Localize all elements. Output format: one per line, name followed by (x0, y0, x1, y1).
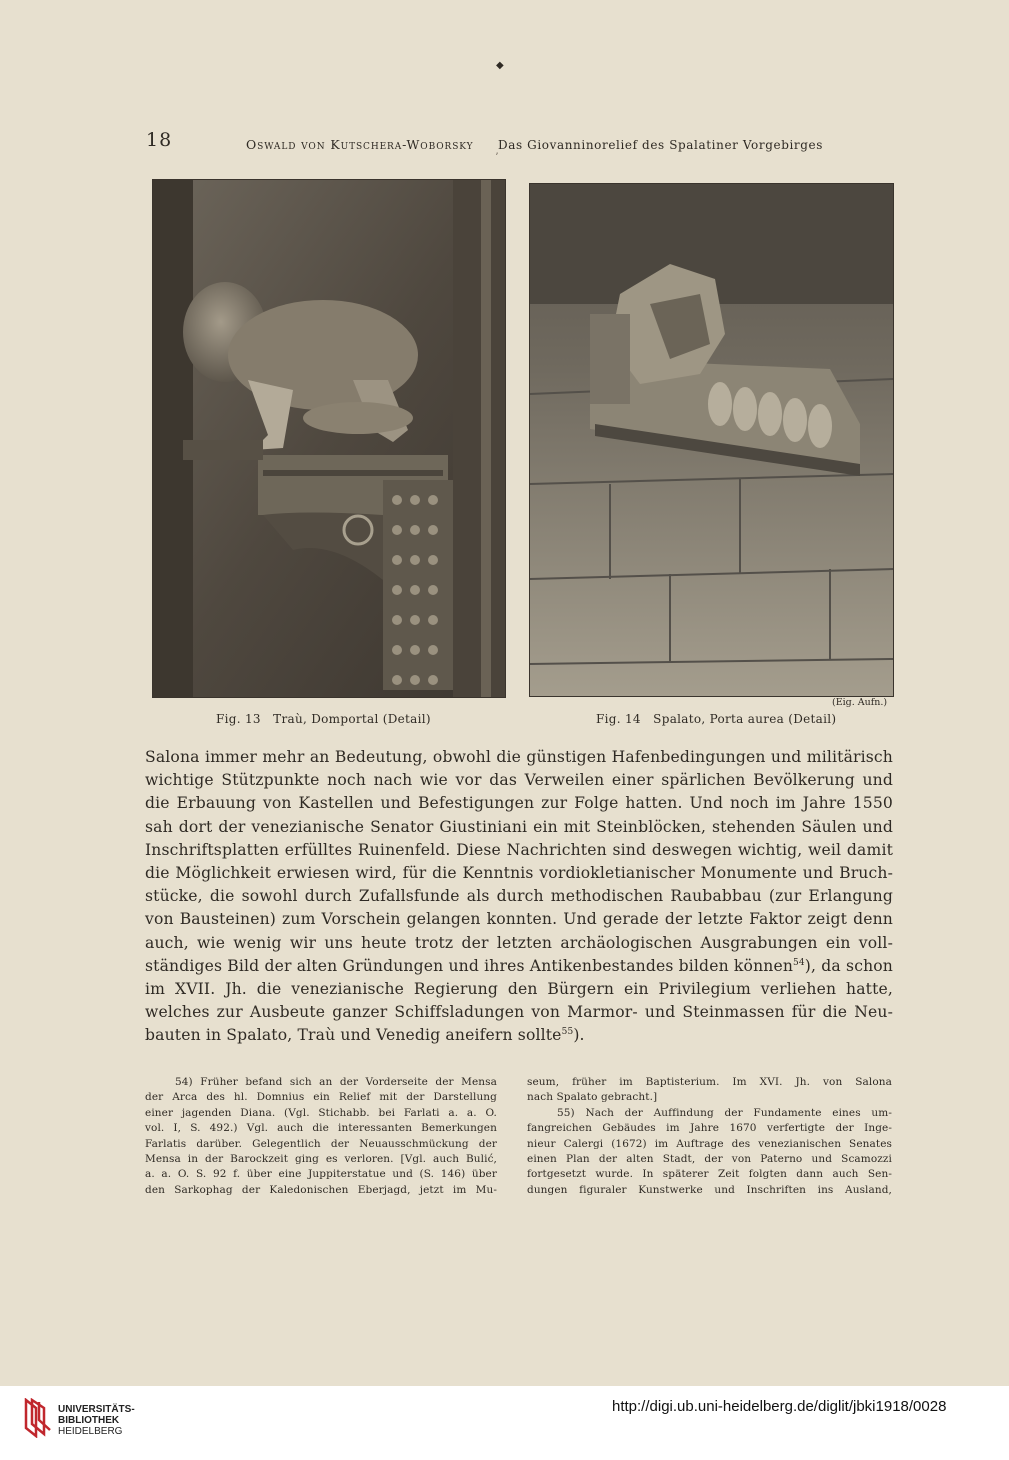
footnote-ref-55: 55 (561, 1027, 574, 1038)
footnote-line: nieur Calergi (1672) im Auftrage des venezianischen Senates (527, 1137, 892, 1150)
footnote-line: 55) Nach der Auffindung der Fundamente eines um- (557, 1106, 892, 1119)
footnote-line: einen Plan der alten Stadt, der von Paterno und Scamozzi (527, 1153, 892, 1166)
library-name-line1: UNIVERSITÄTS- (58, 1404, 135, 1415)
footnote-line: seum, früher im Baptisterium. Im XVI. Jh. von Salona (527, 1076, 892, 1088)
body-line: die Möglichkeit erwiesen wird, für die Kenntnis vordiokletianischer Monumente und Bruch- (145, 864, 893, 883)
library-name-line3: HEIDELBERG (58, 1426, 123, 1437)
footnote-line: der Arca des hl. Domnius ein Relief mit der Darstellung (145, 1091, 497, 1104)
permalink-url[interactable]: http://digi.ub.uni-heidelberg.de/diglit/jbki1918/0028 (612, 1398, 947, 1415)
body-line (145, 955, 893, 978)
library-logo-icon[interactable] (22, 1398, 52, 1438)
footnote-line: den Sarkophag der Kaledonischen Eberjagd, jetzt im Mu- (145, 1183, 497, 1196)
footnote-line: a. a. O. S. 92 f. über eine Juppiterstatue und (S. 146) über (145, 1168, 497, 1181)
footnote-line: Mensa in der Barockzeit ging es verloren. [Vgl. auch Bulić, (145, 1153, 497, 1166)
body-line-text: ständiges Bild der alten Gründungen und ihres Antikenbestandes bilden können (145, 956, 794, 975)
footnote-line: einer jagenden Diana. (Vgl. Stichabb. bei Farlati a. a. O. (145, 1106, 497, 1119)
body-line: wichtige Stützpunkte noch nach wie vor das Verweilen einer spärlichen Bevölkerung und (145, 771, 893, 790)
body-line-tail: ). (573, 1026, 585, 1045)
footnote-line: 54) Früher befand sich an der Vorderseite der Mensa (175, 1076, 497, 1088)
footnote-line: vol. I, S. 492.) Vgl. auch die interessanten Bemerkungen (145, 1122, 497, 1135)
fig14-photo (529, 183, 894, 697)
library-name[interactable] (58, 1404, 135, 1437)
footnote-line: fangreichen Gebäudes im Jahre 1670 verfertigte der Inge- (527, 1122, 892, 1135)
footnote-line: Farlatis darüber. Gelegentlich der Neuausschmückung der (145, 1137, 497, 1150)
footnote-line: nach Spalato gebracht.] (527, 1091, 658, 1104)
body-line (145, 1024, 893, 1047)
body-line: von Bausteinen) zum Vorschein gelangen konnten. Und gerade der letzte Faktor zeigt denn (145, 910, 893, 929)
body-paragraph (145, 746, 893, 1048)
body-line: welches zur Ausbeute ganzer Schiffsladungen von Marmor- und Steinmassen für die Neu- (145, 1003, 893, 1022)
fig14-caption: Fig. 14 Spalato, Porta aurea (Detail) (596, 712, 837, 726)
footnote-ref-54: 54 (793, 957, 805, 968)
body-line: sah dort der venezianische Senator Giustiniani ein mit Steinblöcken, stehenden Säulen und (145, 817, 893, 836)
ink-mark-small: ʼ (495, 152, 499, 163)
body-line: auch, wie wenig wir uns heute trotz der letzten archäologischen Ausgrabungen ein voll- (145, 933, 893, 952)
running-head-author: Oswald von Kutschera-Woborsky (246, 137, 474, 152)
body-line-text: bauten in Spalato, Traù und Venedig aneifern sollte (145, 1026, 562, 1045)
library-name-line2: BIBLIOTHEK (58, 1415, 120, 1426)
footnotes-left-column (145, 1075, 497, 1198)
footnote-line: dungen figuraler Kunstwerke und Inschriften ins Ausland, (527, 1183, 892, 1196)
body-line-tail: ), da schon (804, 956, 894, 975)
footnote-line: fortgesetzt wurde. In späterer Zeit folgten dann auch Sen- (527, 1168, 892, 1181)
fig13-caption: Fig. 13 Traù, Domportal (Detail) (216, 712, 431, 726)
fig14-photo-credit: (Eig. Aufn.) (832, 697, 888, 708)
body-line: im XVII. Jh. die venezianische Regierung den Bürgern ein Privilegium verliehen hatte, (145, 980, 893, 999)
page-number: 18 (146, 129, 173, 151)
footnotes-right-column (527, 1075, 892, 1198)
body-line: Salona immer mehr an Bedeutung, obwohl die günstigen Hafenbedingungen und militärisch (145, 748, 893, 766)
ink-mark: ◆ (496, 60, 504, 71)
body-line: stücke, die sowohl durch Zufallsfunde als durch methodischen Raubabbau (zur Erlangung (145, 887, 893, 906)
body-line: Inschriftsplatten erfülltes Ruinenfeld. Diese Nachrichten sind deswegen wichtig, weil damit (145, 840, 893, 859)
body-line: die Erbauung von Kastellen und Befestigungen zur Folge hatten. Und noch im Jahre 1550 (145, 794, 893, 813)
fig13-photo (152, 179, 506, 698)
running-head-title: Das Giovanninorelief des Spalatiner Vorgebirges (498, 138, 824, 152)
